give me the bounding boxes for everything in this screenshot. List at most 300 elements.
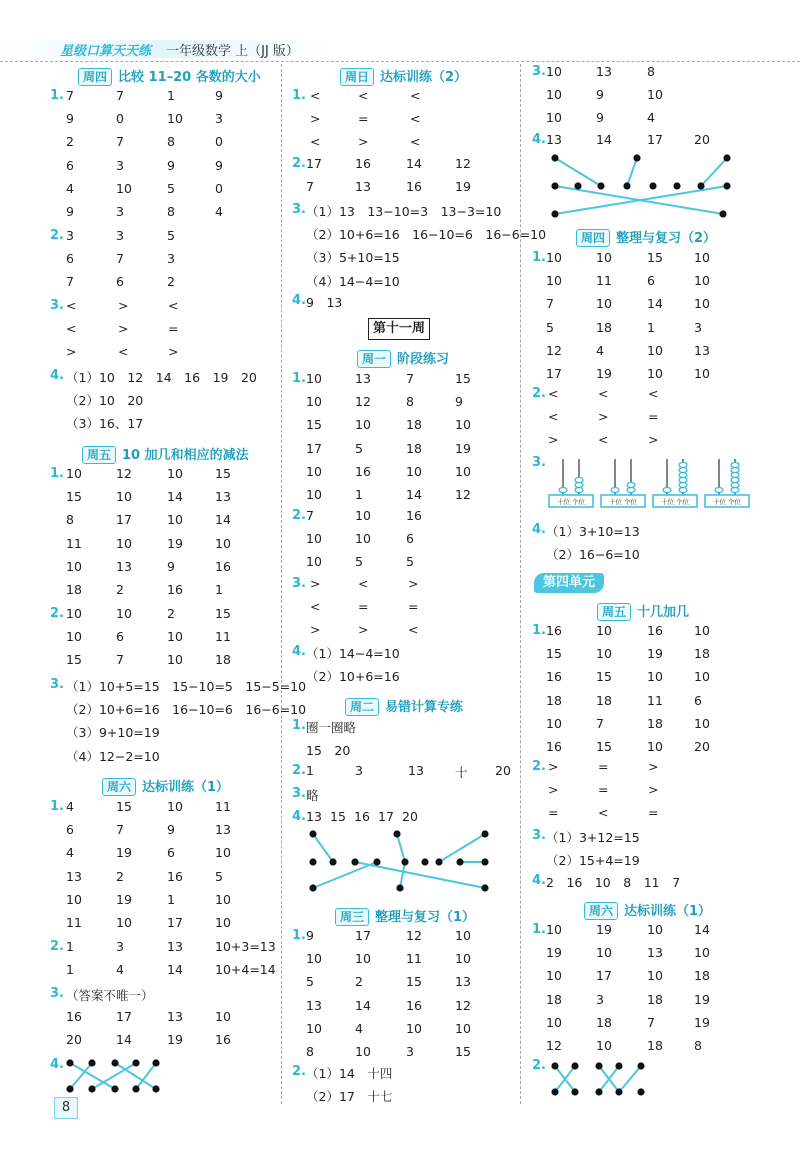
answer-cell: 16 xyxy=(66,1009,82,1024)
abacus-label: 十位 个位 xyxy=(608,498,638,506)
match-dot xyxy=(637,1062,644,1069)
section-heading xyxy=(102,776,229,796)
answer-line: （2）16−6=10 xyxy=(546,547,640,563)
answer-cell: < xyxy=(358,576,369,591)
answer-cell: 18 xyxy=(694,646,710,662)
answer-cell: 17 xyxy=(306,156,322,171)
answer-cell: 5 xyxy=(167,228,175,243)
answer-cell: = xyxy=(648,409,659,425)
answer-cell: < xyxy=(548,409,559,425)
answer-cell: 0 xyxy=(116,111,124,127)
answer-cell: 19 xyxy=(116,845,132,861)
answer-cell: 4 xyxy=(66,845,74,861)
answer-line: （1）10+5=15 15−10=5 15−5=10 xyxy=(66,679,307,694)
match-dot xyxy=(132,1059,139,1066)
answer-cell: 10 xyxy=(647,669,663,685)
answer-cell: < xyxy=(598,386,609,401)
answer-line: 2 16 10 8 11 7 xyxy=(546,875,681,890)
answer-cell: 6 xyxy=(167,845,175,861)
answer-cell: 9 xyxy=(596,110,604,126)
question-number: 1 . xyxy=(532,250,546,265)
answer-cell: 16 xyxy=(546,739,562,754)
question-number: 2 . xyxy=(50,939,64,954)
match-line xyxy=(70,1063,92,1089)
answer-cell: 10 xyxy=(116,915,132,930)
answer-line: （4）14−4=10 xyxy=(306,273,400,289)
answer-cell: 18 xyxy=(66,582,82,597)
answer-cell: 6 xyxy=(66,157,74,173)
answer-cell: 17 xyxy=(116,1009,132,1024)
match-dot xyxy=(88,1059,95,1066)
answer-cell: 3 xyxy=(167,251,175,267)
abacus-bead xyxy=(627,488,635,493)
answer-line: （3）16、17 xyxy=(66,416,144,432)
answer-cell: 14 xyxy=(406,156,422,171)
answer-cell: < xyxy=(408,622,419,638)
answer-cell: 17 xyxy=(378,809,394,824)
match-dot xyxy=(673,182,680,189)
abacus-bead xyxy=(663,488,671,493)
answer-cell: 14 xyxy=(167,489,183,505)
answer-cell: > xyxy=(310,576,321,591)
answer-line: 15 20 xyxy=(306,743,351,759)
answer-cell: 13 xyxy=(116,558,132,574)
column-divider-1 xyxy=(281,64,282,1104)
answer-cell: 10 xyxy=(694,715,710,731)
answer-cell: 14 xyxy=(647,296,663,312)
answer-cell: 6 xyxy=(66,822,74,838)
match-dot xyxy=(393,830,400,837)
answer-cell: 3 xyxy=(215,111,223,127)
answer-cell: 11 xyxy=(66,915,82,930)
abacus-bead xyxy=(627,483,635,488)
answer-cell: > xyxy=(648,759,659,774)
answer-cell: 18 xyxy=(596,319,612,335)
answer-cell: 19 xyxy=(546,945,562,961)
answer-cell: 6 xyxy=(406,531,414,547)
match-dot xyxy=(111,1085,118,1092)
answer-cell: 10 xyxy=(306,531,322,547)
answer-cell: 3 xyxy=(116,157,124,173)
answer-cell: 1 xyxy=(167,88,175,103)
answer-cell: 18 xyxy=(406,417,422,433)
page-header xyxy=(0,40,800,58)
match-line xyxy=(439,834,485,862)
abacus-bead xyxy=(679,473,687,478)
answer-cell: 10 xyxy=(306,1020,322,1036)
answer-cell: 3 xyxy=(116,939,124,954)
answer-cell: 15 xyxy=(66,489,82,505)
question-number: 3 . xyxy=(532,455,546,470)
answer-cell: 1 xyxy=(66,939,74,954)
section-day-tag: 周二 xyxy=(345,698,379,716)
match-dot xyxy=(396,884,403,891)
answer-cell: 10 xyxy=(455,951,471,967)
answer-cell: 20 xyxy=(694,739,710,754)
question-number: 2 . xyxy=(292,508,306,523)
answer-line: 9 13 xyxy=(306,295,343,310)
answer-cell: 10 xyxy=(306,394,322,410)
answer-cell: 10 xyxy=(116,489,132,505)
answer-cell: 10 xyxy=(306,951,322,967)
answer-cell: 13 xyxy=(647,945,663,961)
answer-cell: 2 xyxy=(167,606,175,621)
section-day-tag: 周日 xyxy=(340,68,374,86)
abacus-diagrams xyxy=(545,455,750,510)
answer-cell: 4 xyxy=(596,342,604,358)
answer-cell: 12 xyxy=(546,342,562,358)
answer-cell: 7 xyxy=(66,88,74,103)
answer-cell: 4 xyxy=(647,110,655,126)
answer-line: （1）3+10=13 xyxy=(546,524,640,539)
abacus-bead xyxy=(559,488,567,493)
match-line xyxy=(313,862,377,888)
answer-cell: 18 xyxy=(596,692,612,708)
answer-cell: 16 xyxy=(406,179,422,195)
answer-cell: 19 xyxy=(694,991,710,1007)
answer-cell: 10 xyxy=(167,512,183,528)
answer-cell: 13 xyxy=(66,868,82,884)
abacus-bead xyxy=(611,488,619,493)
answer-cell: 10 xyxy=(66,558,82,574)
answer-cell: 5 xyxy=(215,868,223,884)
answer-cell: 18 xyxy=(546,991,562,1007)
answer-cell: 15 xyxy=(406,974,422,990)
section-heading xyxy=(584,900,711,920)
answer-cell: 10 xyxy=(215,535,231,551)
answer-cell: 16 xyxy=(167,582,183,597)
answer-line: （3）5+10=15 xyxy=(306,250,400,266)
answer-cell: 7 xyxy=(116,822,124,838)
answer-cell: 8 xyxy=(694,1038,702,1053)
answer-line: （3）9+10=19 xyxy=(66,725,160,741)
answer-cell: 10 xyxy=(596,623,612,638)
answer-cell: 15 xyxy=(66,652,82,668)
answer-cell: 9 xyxy=(215,157,223,173)
answer-cell: 7 xyxy=(306,179,314,195)
section-heading xyxy=(335,906,475,926)
question-number: 3 . xyxy=(292,576,306,591)
answer-cell: 16 xyxy=(406,508,422,523)
answer-cell: 1 xyxy=(215,582,223,597)
answer-cell: 18 xyxy=(647,1038,663,1053)
question-number: 2 . xyxy=(50,606,64,621)
answer-cell: 13 xyxy=(355,371,371,386)
answer-cell: 16 xyxy=(355,156,371,171)
answer-cell: 10 xyxy=(167,111,183,127)
answer-cell: 10 xyxy=(694,669,710,685)
match-dot xyxy=(595,1088,602,1095)
answer-cell: > xyxy=(118,321,129,337)
answer-cell: 15 xyxy=(596,739,612,754)
answer-cell: 10 xyxy=(306,554,322,570)
answer-cell: 3 xyxy=(596,991,604,1007)
answer-cell: 14 xyxy=(406,487,422,502)
answer-cell: 17 xyxy=(355,928,371,943)
answer-cell: 1 xyxy=(66,962,74,978)
answer-cell: > xyxy=(548,782,559,798)
answer-cell: 13 xyxy=(596,64,612,79)
match-dot xyxy=(723,154,730,161)
answer-cell: 10 xyxy=(694,945,710,961)
answer-cell: 2 xyxy=(116,582,124,597)
answer-cell: 10 xyxy=(647,87,663,103)
answer-cell: = xyxy=(548,805,559,821)
abacus-bead xyxy=(679,488,687,493)
section-day-tag: 周五 xyxy=(82,446,116,464)
answer-cell: 10 xyxy=(647,968,663,984)
match-line xyxy=(70,1063,115,1089)
answer-cell: > xyxy=(548,432,559,448)
answer-cell: < xyxy=(598,805,609,821)
page-number: 8 xyxy=(54,1097,78,1119)
match-dot xyxy=(481,830,488,837)
answer-cell: > xyxy=(408,576,419,591)
answer-cell: 17 xyxy=(306,440,322,456)
answer-cell: 10 xyxy=(167,799,183,814)
answer-cell: 10 xyxy=(546,87,562,103)
answer-line: 圈一圈略 xyxy=(306,720,357,735)
answer-cell: 10 xyxy=(546,273,562,289)
answer-cell: < xyxy=(410,134,421,150)
answer-line: （2）10+6=16 xyxy=(306,669,400,685)
week-label: 第十一周 xyxy=(368,318,430,340)
answer-note: （答案不唯一） xyxy=(66,988,154,1003)
answer-cell: 8 xyxy=(306,1044,314,1059)
answer-cell: 4 xyxy=(66,180,74,196)
answer-cell: 10 xyxy=(167,629,183,645)
answer-cell: < xyxy=(168,298,179,313)
answer-cell: 14 xyxy=(694,922,710,937)
answer-cell: 1 xyxy=(355,487,363,502)
answer-cell: > xyxy=(310,622,321,638)
answer-cell: 18 xyxy=(406,440,422,456)
section-title: 10 加几和相应的减法 xyxy=(122,448,249,463)
answer-cell: > xyxy=(358,622,369,638)
match-dot xyxy=(66,1059,73,1066)
answer-line: （2）10+6=16 16−10=6 16−6=10 xyxy=(66,702,307,718)
answer-cell: 5 xyxy=(306,974,314,990)
answer-cell: 10 xyxy=(306,371,322,386)
answer-cell: 11 xyxy=(215,799,231,814)
answer-cell: 10 xyxy=(116,606,132,621)
answer-cell: 13 xyxy=(455,974,471,990)
abacus-bead xyxy=(715,488,723,493)
match-dot xyxy=(574,182,581,189)
answer-line: （1）14−4=10 xyxy=(306,646,400,661)
answer-cell: 20 xyxy=(402,809,418,824)
match-dot xyxy=(623,182,630,189)
answer-cell: 10 xyxy=(694,366,710,381)
answer-cell: = xyxy=(598,782,609,798)
match-dot xyxy=(309,830,316,837)
answer-cell: 8 xyxy=(406,394,414,410)
match-line xyxy=(400,862,405,888)
question-number: 1 . xyxy=(292,718,306,733)
question-number: 4 . xyxy=(532,132,546,147)
answer-line: （1）13 13−10=3 13−3=10 xyxy=(306,204,502,219)
matching-diagram-c3-s3-q2 xyxy=(545,1058,655,1100)
answer-cell: > xyxy=(358,134,369,150)
answer-cell: = xyxy=(598,759,609,774)
answer-cell: 10 xyxy=(546,64,562,79)
column-divider-2 xyxy=(520,64,521,1104)
answer-cell: 4 xyxy=(66,799,74,814)
answer-cell: 10 xyxy=(596,250,612,265)
answer-cell: 10+4=14 xyxy=(215,962,276,978)
answer-cell: 13 xyxy=(167,939,183,954)
answer-cell: 10 xyxy=(66,629,82,645)
match-dot xyxy=(551,154,558,161)
question-number: 1 . xyxy=(292,928,306,943)
answer-cell: 14 xyxy=(116,1032,132,1048)
answer-cell: 10 xyxy=(546,250,562,265)
answer-cell: 18 xyxy=(546,692,562,708)
abacus-bead xyxy=(731,483,739,488)
answer-cell: 18 xyxy=(694,968,710,984)
match-line xyxy=(619,1066,641,1092)
answer-cell: 9 xyxy=(455,394,463,410)
answer-cell: 10 xyxy=(215,915,231,930)
answer-cell: 8 xyxy=(167,134,175,150)
answer-cell: 15 xyxy=(455,1044,471,1059)
answer-cell: < xyxy=(66,298,77,313)
matching-diagram-c1-q4 xyxy=(60,1055,170,1097)
match-line xyxy=(115,1063,156,1089)
answer-cell: 15 xyxy=(546,646,562,662)
question-number: 4 . xyxy=(292,644,306,659)
question-number: 2 . xyxy=(532,1058,546,1073)
answer-cell: 10 xyxy=(546,110,562,126)
answer-cell: 10 xyxy=(66,466,82,481)
match-dot xyxy=(435,858,442,865)
match-dot xyxy=(309,884,316,891)
match-dot xyxy=(373,858,380,865)
match-line xyxy=(397,834,405,862)
answer-cell: 11 xyxy=(406,951,422,967)
answer-cell: 15 xyxy=(215,606,231,621)
abacus-bead xyxy=(679,478,687,483)
answer-cell: < xyxy=(310,599,321,615)
section-day-tag: 周六 xyxy=(102,778,136,796)
answer-cell: 1 xyxy=(647,319,655,335)
answer-cell: 18 xyxy=(596,1014,612,1030)
abacus-bead xyxy=(731,468,739,473)
answer-cell: 9 xyxy=(66,204,74,219)
abacus-bead xyxy=(575,483,583,488)
section-title: 比较 11–20 各数的大小 xyxy=(118,70,261,85)
question-number: 4 . xyxy=(50,1057,64,1072)
answer-cell: 12 xyxy=(546,1038,562,1053)
answer-cell: 10 xyxy=(215,845,231,861)
answer-cell: 16 xyxy=(546,669,562,685)
question-number: 4 . xyxy=(532,522,546,537)
section-heading xyxy=(78,66,261,86)
section-title: 十几加几 xyxy=(637,605,690,620)
answer-cell: 3 xyxy=(116,204,124,219)
abacus-label: 十位 个位 xyxy=(712,498,742,506)
answer-cell: 10 xyxy=(215,1009,231,1024)
answer-cell: 13 xyxy=(546,132,562,147)
answer-cell: 9 xyxy=(596,87,604,103)
answer-cell: 17 xyxy=(116,512,132,528)
answer-cell: < xyxy=(410,111,421,127)
match-dot xyxy=(595,1062,602,1069)
answer-cell: 16 xyxy=(406,997,422,1013)
answer-cell: 6 xyxy=(694,692,702,708)
abacus-bead xyxy=(679,463,687,468)
match-dot xyxy=(723,182,730,189)
answer-cell: = xyxy=(168,321,179,337)
answer-cell: = xyxy=(358,111,369,127)
answer-cell: 2 xyxy=(167,274,175,290)
answer-cell: 3 xyxy=(694,319,702,335)
match-dot xyxy=(615,1088,622,1095)
match-dot xyxy=(456,858,463,865)
match-line xyxy=(92,1063,136,1089)
answer-cell: 8 xyxy=(647,64,655,79)
answer-cell: 13 xyxy=(694,342,710,358)
answer-cell: 9 xyxy=(215,88,223,103)
answer-cell: 7 xyxy=(596,715,604,731)
match-line xyxy=(313,834,333,862)
match-dot xyxy=(152,1059,159,1066)
match-dot xyxy=(615,1062,622,1069)
match-dot xyxy=(401,858,408,865)
answer-cell: 20 xyxy=(66,1032,82,1048)
answer-cell: 19 xyxy=(116,891,132,907)
answer-cell: 19 xyxy=(596,366,612,381)
answer-cell: 12 xyxy=(406,928,422,943)
answer-cell: 12 xyxy=(455,156,471,171)
answer-line: 略 xyxy=(306,788,319,803)
answer-cell: > xyxy=(548,759,559,774)
answer-cell: 17 xyxy=(546,366,562,381)
answer-cell: 15 xyxy=(647,250,663,265)
answer-cell: 19 xyxy=(167,1032,183,1048)
answer-cell: 16 xyxy=(546,623,562,638)
answer-line: （4）12−2=10 xyxy=(66,748,160,764)
answer-line: （2）10 20 xyxy=(66,393,144,409)
answer-cell: 10 xyxy=(406,1020,422,1036)
section-title: 达标训练（1） xyxy=(624,904,712,919)
answer-cell: 14 xyxy=(596,132,612,147)
answer-cell: < xyxy=(310,88,321,103)
answer-cell: > xyxy=(118,298,129,313)
matching-diagram-c3-q4 xyxy=(545,150,740,220)
section-title: 整理与复习（2） xyxy=(616,231,717,246)
section-day-tag: 周一 xyxy=(357,350,391,368)
answer-cell: 13 xyxy=(306,997,322,1013)
answer-cell: 13 xyxy=(355,179,371,195)
answer-cell: 10 xyxy=(546,715,562,731)
question-number: 3 . xyxy=(532,828,546,843)
answer-cell: = xyxy=(358,599,369,615)
answer-cell: 3 xyxy=(406,1044,414,1059)
answer-cell: 7 xyxy=(116,134,124,150)
answer-cell: 11 xyxy=(66,535,82,551)
answer-cell: 19 xyxy=(647,646,663,662)
answer-line: （2）10+6=16 16−10=6 16−6=10 xyxy=(306,227,547,243)
answer-cell: 6 xyxy=(647,273,655,289)
answer-cell: 13 xyxy=(408,763,424,778)
answer-cell: 5 xyxy=(546,319,554,335)
match-dot xyxy=(597,182,604,189)
answer-cell: 10 xyxy=(116,180,132,196)
answer-cell: 9 xyxy=(167,558,175,574)
answer-cell: 10 xyxy=(355,531,371,547)
section-title: 达标训练（1） xyxy=(142,780,230,795)
